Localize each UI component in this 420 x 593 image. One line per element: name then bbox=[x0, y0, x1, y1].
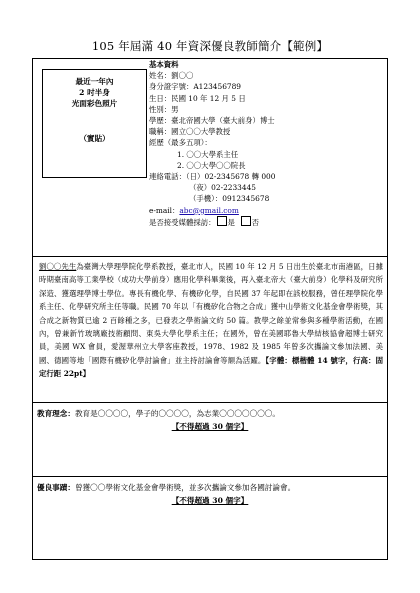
no-label: 否 bbox=[251, 217, 260, 227]
achievements-row bbox=[33, 477, 387, 559]
profile-form bbox=[32, 58, 388, 560]
photo-paste-label: （實貼） bbox=[79, 134, 110, 143]
phone-row bbox=[149, 171, 275, 182]
position-field: 職稱：國立〇〇大學教授 bbox=[149, 127, 231, 137]
email-link[interactable]: abc@gmail.com bbox=[179, 205, 239, 215]
photo-line: 最近一年內 bbox=[75, 77, 114, 86]
experience-item: 2. 〇〇大學〇〇院長 bbox=[177, 160, 246, 170]
philosophy-limit-text: 【不得超過 30 個字】 bbox=[171, 422, 249, 431]
phone-label: 連絡電話： bbox=[149, 172, 186, 182]
basic-info-row bbox=[33, 59, 387, 257]
bio-name: 劉〇〇先生 bbox=[39, 262, 77, 271]
philosophy-limit bbox=[37, 420, 383, 433]
achievements-limit-text: 【不得超過 30 個字】 bbox=[171, 496, 249, 505]
interview-row bbox=[149, 216, 275, 228]
experience-label: 經歷（最多五項）： bbox=[149, 138, 212, 148]
no-checkbox[interactable] bbox=[241, 216, 251, 226]
phone-day: （日）02-2345678 轉 000 bbox=[185, 172, 276, 182]
philosophy-row bbox=[33, 403, 387, 477]
basic-info bbox=[149, 59, 275, 228]
photo-placeholder bbox=[42, 69, 147, 178]
birth-field: 生日：民國 10 年 12 月 5 日 bbox=[149, 93, 246, 103]
bio-format-note: 【字體：標楷體 14 號字，行高：固定行距 22pt】 bbox=[39, 355, 383, 379]
biography-row bbox=[33, 257, 387, 403]
gender-field: 性別：男 bbox=[149, 104, 179, 114]
bio-body: 為臺灣大學理學院化學系教授，臺北市人，民國 10 年 12 月 5 日出生於臺北市南港區，日據時期臺南高等工業學校（成功大學前身）應用化學科畢業後，再入臺北帝大（臺大前身）化學科及研究所深造、獲選理學博士學位。專長有機化學、有機矽化學，自民國 37 年起即在該校服務，曾任理學院化學系主任、化學研究所主任等職。民國 70 年以「有機矽化合物之合成」獲中山學術文化基金會學術獎，其合成之新物質已逾 2 百餘種之多，已發表之學術論文約 50 篇。教學之餘並常參與多種學術活動，在國內，曾兼新竹玻璃廠技術顧問、東吳大學化學系主任；在國外，曾在美國耶魯大學結核協會超博士研究員，美國 WX 會員，愛渥華州立大學客座教授，1978、1982 及 1985 年曾多次攜論文參加法國、美國、德國等地「國際有機矽化學討論會」並主持討論會等額為活躍。 bbox=[39, 262, 383, 365]
email-row bbox=[149, 205, 275, 216]
achievements-limit bbox=[37, 494, 383, 507]
yes-checkbox[interactable] bbox=[217, 216, 227, 226]
yes-label: 是 bbox=[227, 217, 235, 227]
achievements-section bbox=[37, 481, 383, 507]
philosophy-label: 教育理念： bbox=[37, 409, 75, 418]
phone-night: （夜）02-2233445 bbox=[189, 183, 256, 193]
education-field: 學歷：臺北帝國大學（臺大前身）博士 bbox=[149, 116, 275, 126]
photo-line: 光面彩色照片 bbox=[71, 99, 118, 108]
achievements-label: 優良事蹟： bbox=[37, 483, 75, 492]
achievements-text: 曾獲〇〇學術文化基金會學術獎，並多次攜論文參加各國討論會。 bbox=[74, 483, 296, 492]
page-title: 105 年屆滿 40 年資深優良教師簡介【範例】 bbox=[91, 39, 329, 53]
name-field: 姓名：劉〇〇 bbox=[149, 71, 194, 81]
photo-line: 2 吋半身 bbox=[79, 88, 110, 97]
biography-text bbox=[39, 260, 383, 381]
interview-label: 是否接受媒體採訪： bbox=[149, 217, 216, 227]
basic-info-header: 基本資料 bbox=[149, 60, 179, 69]
philosophy-section bbox=[37, 407, 383, 433]
experience-item: 1. 〇〇大學系主任 bbox=[177, 149, 239, 159]
id-field: 身分證字號：A123456789 bbox=[149, 82, 242, 92]
email-label: e-mail： bbox=[149, 205, 180, 215]
philosophy-text: 教育是〇〇〇〇，學子的〇〇〇〇，為志業〇〇〇〇〇〇〇。 bbox=[74, 409, 280, 418]
phone-mobile: （手機）：0912345678 bbox=[189, 194, 270, 204]
